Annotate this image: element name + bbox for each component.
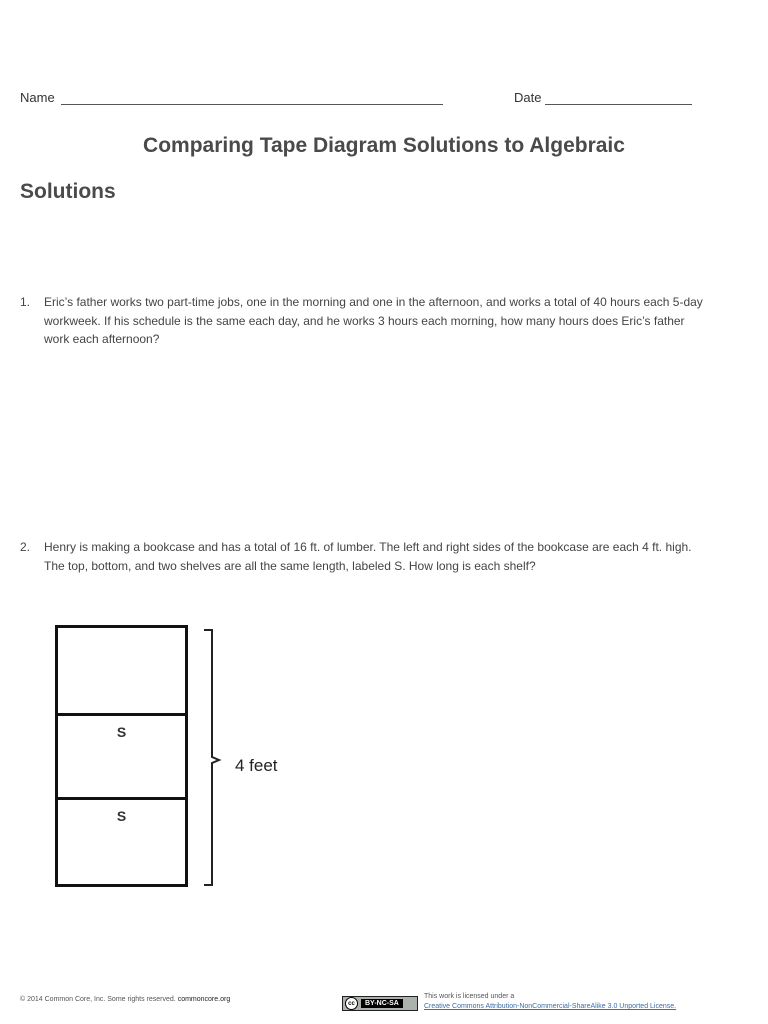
height-brace-icon	[200, 628, 224, 890]
creative-commons-icon: cc	[345, 997, 358, 1010]
date-field-line[interactable]	[545, 104, 692, 105]
license-line: This work is licensed under a	[424, 993, 515, 1000]
cc-license-badge[interactable]	[342, 996, 418, 1011]
problem-number: 1.	[20, 295, 31, 309]
cc-badge-text: BY-NC-SA	[361, 999, 403, 1008]
problem-1	[20, 293, 710, 349]
name-field-line[interactable]	[61, 104, 443, 105]
problem-number: 2.	[20, 540, 31, 554]
shelf-label: S	[116, 808, 127, 824]
problem-text: Eric’s father works two part-time jobs, one in the morning and one in the afternoon, and works a total of 40 hours each 5-day workweek. If his schedule is the same each day, and he works 3 hours each morning, how many hours does Eric’s father work each afternoon?	[44, 295, 703, 346]
shelf-divider	[58, 797, 185, 800]
shelf-divider	[58, 713, 185, 716]
license-link[interactable]: Creative Commons Attribution-NonCommercial-ShareAlike 3.0 Unported License.	[424, 1003, 677, 1010]
page-title-line1: Comparing Tape Diagram Solutions to Algebraic	[143, 134, 625, 157]
copyright-text	[20, 996, 230, 1003]
copyright-line: © 2014 Common Core, Inc. Some rights reserved.	[20, 996, 176, 1003]
name-label: Name	[20, 90, 55, 105]
bookcase-diagram	[55, 625, 188, 887]
height-label: 4 feet	[235, 756, 278, 775]
problem-2	[20, 538, 710, 575]
shelf-label: S	[116, 724, 127, 740]
site-link[interactable]: commoncore.org	[177, 996, 231, 1003]
date-label: Date	[514, 90, 542, 105]
page-title-line2: Solutions	[20, 180, 116, 203]
license-notice	[424, 992, 676, 1012]
problem-text: Henry is making a bookcase and has a total of 16 ft. of lumber. The left and right sides of the bookcase are each 4 ft. high. The top, bottom, and two shelves are all the same length, labeled S. How long is each shelf?	[44, 540, 692, 573]
